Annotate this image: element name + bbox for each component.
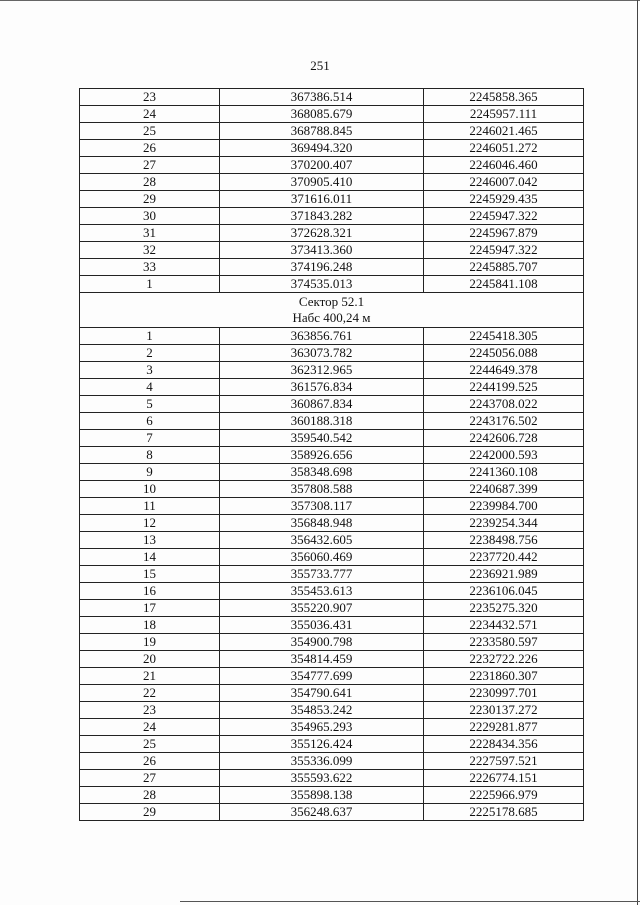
- y-coordinate-cell: 2242606.728: [424, 430, 584, 447]
- point-number-cell: 3: [80, 362, 220, 379]
- point-number-cell: 7: [80, 430, 220, 447]
- point-number-cell: 27: [80, 157, 220, 174]
- table-row: [80, 208, 584, 225]
- y-coordinate-cell: 2238498.756: [424, 532, 584, 549]
- table-row: [80, 396, 584, 413]
- y-coordinate-cell: 2236106.045: [424, 583, 584, 600]
- x-coordinate-cell: 355733.777: [220, 566, 424, 583]
- point-number-cell: 29: [80, 804, 220, 821]
- y-coordinate-cell: 2242000.593: [424, 447, 584, 464]
- y-coordinate-cell: 2246007.042: [424, 174, 584, 191]
- x-coordinate-cell: 354777.699: [220, 668, 424, 685]
- y-coordinate-cell: 2231860.307: [424, 668, 584, 685]
- x-coordinate-cell: 368788.845: [220, 123, 424, 140]
- table-row: [80, 191, 584, 208]
- point-number-cell: 20: [80, 651, 220, 668]
- y-coordinate-cell: 2226774.151: [424, 770, 584, 787]
- x-coordinate-cell: 356248.637: [220, 804, 424, 821]
- point-number-cell: 23: [80, 702, 220, 719]
- table-row: [80, 447, 584, 464]
- x-coordinate-cell: 357808.588: [220, 481, 424, 498]
- point-number-cell: 4: [80, 379, 220, 396]
- x-coordinate-cell: 360867.834: [220, 396, 424, 413]
- page-number: 251: [310, 58, 330, 73]
- table-row: [80, 413, 584, 430]
- scan-edge-right: [637, 0, 638, 905]
- point-number-cell: 31: [80, 225, 220, 242]
- x-coordinate-cell: 355220.907: [220, 600, 424, 617]
- table-row: [80, 668, 584, 685]
- point-number-cell: 16: [80, 583, 220, 600]
- y-coordinate-cell: 2230997.701: [424, 685, 584, 702]
- point-number-cell: 8: [80, 447, 220, 464]
- table-row: [80, 362, 584, 379]
- point-number-cell: 27: [80, 770, 220, 787]
- table-row: [80, 123, 584, 140]
- y-coordinate-cell: 2235275.320: [424, 600, 584, 617]
- y-coordinate-cell: 2230137.272: [424, 702, 584, 719]
- point-number-cell: 18: [80, 617, 220, 634]
- y-coordinate-cell: 2227597.521: [424, 753, 584, 770]
- x-coordinate-cell: 371843.282: [220, 208, 424, 225]
- table-row: [80, 328, 584, 345]
- scan-edge-top: [0, 0, 640, 1]
- x-coordinate-cell: 372628.321: [220, 225, 424, 242]
- table-row: [80, 259, 584, 276]
- table-row: [80, 787, 584, 804]
- y-coordinate-cell: 2245947.322: [424, 208, 584, 225]
- y-coordinate-cell: 2225966.979: [424, 787, 584, 804]
- x-coordinate-cell: 362312.965: [220, 362, 424, 379]
- point-number-cell: 24: [80, 719, 220, 736]
- y-coordinate-cell: 2245885.707: [424, 259, 584, 276]
- y-coordinate-cell: 2241360.108: [424, 464, 584, 481]
- table-row: [80, 566, 584, 583]
- y-coordinate-cell: 2244649.378: [424, 362, 584, 379]
- table-row: [80, 276, 584, 293]
- point-number-cell: 2: [80, 345, 220, 362]
- point-number-cell: 26: [80, 753, 220, 770]
- table-row: [80, 464, 584, 481]
- table-row: [80, 600, 584, 617]
- x-coordinate-cell: 356432.605: [220, 532, 424, 549]
- y-coordinate-cell: 2239254.344: [424, 515, 584, 532]
- y-coordinate-cell: 2236921.989: [424, 566, 584, 583]
- y-coordinate-cell: 2232722.226: [424, 651, 584, 668]
- table-row: [80, 225, 584, 242]
- x-coordinate-cell: 355336.099: [220, 753, 424, 770]
- x-coordinate-cell: 370905.410: [220, 174, 424, 191]
- point-number-cell: 1: [80, 276, 220, 293]
- y-coordinate-cell: 2245929.435: [424, 191, 584, 208]
- scan-edge-bottom: [180, 901, 640, 902]
- y-coordinate-cell: 2245858.365: [424, 89, 584, 106]
- point-number-cell: 15: [80, 566, 220, 583]
- sector-block: [80, 293, 584, 328]
- x-coordinate-cell: 370200.407: [220, 157, 424, 174]
- point-number-cell: 1: [80, 328, 220, 345]
- y-coordinate-cell: 2245418.305: [424, 328, 584, 345]
- point-number-cell: 21: [80, 668, 220, 685]
- x-coordinate-cell: 355593.622: [220, 770, 424, 787]
- table-row: [80, 549, 584, 566]
- x-coordinate-cell: 357308.117: [220, 498, 424, 515]
- x-coordinate-cell: 363856.761: [220, 328, 424, 345]
- y-coordinate-cell: 2245056.088: [424, 345, 584, 362]
- table-row: [80, 481, 584, 498]
- table-row: [80, 719, 584, 736]
- point-number-cell: 11: [80, 498, 220, 515]
- x-coordinate-cell: 359540.542: [220, 430, 424, 447]
- y-coordinate-cell: 2246021.465: [424, 123, 584, 140]
- y-coordinate-cell: 2243708.022: [424, 396, 584, 413]
- sector-row: [80, 293, 584, 328]
- table-row: [80, 634, 584, 651]
- y-coordinate-cell: 2246046.460: [424, 157, 584, 174]
- x-coordinate-cell: 355036.431: [220, 617, 424, 634]
- point-number-cell: 6: [80, 413, 220, 430]
- table-row: [80, 702, 584, 719]
- table-row: [80, 345, 584, 362]
- point-number-cell: 28: [80, 787, 220, 804]
- point-number-cell: 33: [80, 259, 220, 276]
- y-coordinate-cell: 2229281.877: [424, 719, 584, 736]
- sector-title: Сектор 52.1: [298, 294, 365, 309]
- point-number-cell: 5: [80, 396, 220, 413]
- point-number-cell: 25: [80, 123, 220, 140]
- table-row: [80, 379, 584, 396]
- y-coordinate-cell: 2246051.272: [424, 140, 584, 157]
- point-number-cell: 17: [80, 600, 220, 617]
- sector-header-cell: [80, 293, 584, 328]
- x-coordinate-cell: 355126.424: [220, 736, 424, 753]
- point-number-cell: 30: [80, 208, 220, 225]
- table-body-before: [80, 89, 584, 293]
- point-number-cell: 12: [80, 515, 220, 532]
- x-coordinate-cell: 368085.679: [220, 106, 424, 123]
- y-coordinate-cell: 2243176.502: [424, 413, 584, 430]
- x-coordinate-cell: 371616.011: [220, 191, 424, 208]
- point-number-cell: 28: [80, 174, 220, 191]
- table-row: [80, 617, 584, 634]
- x-coordinate-cell: 355898.138: [220, 787, 424, 804]
- y-coordinate-cell: 2239984.700: [424, 498, 584, 515]
- point-number-cell: 19: [80, 634, 220, 651]
- point-number-cell: 29: [80, 191, 220, 208]
- point-number-cell: 23: [80, 89, 220, 106]
- table-row: [80, 736, 584, 753]
- x-coordinate-cell: 354790.641: [220, 685, 424, 702]
- x-coordinate-cell: 373413.360: [220, 242, 424, 259]
- table-row: [80, 89, 584, 106]
- x-coordinate-cell: 354814.459: [220, 651, 424, 668]
- table-row: [80, 140, 584, 157]
- table-row: [80, 106, 584, 123]
- table-body-after: [80, 328, 584, 821]
- sector-subtitle: Набс 400,24 м: [292, 310, 371, 325]
- table-row: [80, 532, 584, 549]
- point-number-cell: 25: [80, 736, 220, 753]
- point-number-cell: 22: [80, 685, 220, 702]
- table-row: [80, 174, 584, 191]
- point-number-cell: 32: [80, 242, 220, 259]
- table-row: [80, 498, 584, 515]
- y-coordinate-cell: 2244199.525: [424, 379, 584, 396]
- y-coordinate-cell: 2245841.108: [424, 276, 584, 293]
- table-row: [80, 242, 584, 259]
- x-coordinate-cell: 355453.613: [220, 583, 424, 600]
- coordinates-table: [79, 88, 584, 821]
- y-coordinate-cell: 2233580.597: [424, 634, 584, 651]
- table-row: [80, 430, 584, 447]
- x-coordinate-cell: 374535.013: [220, 276, 424, 293]
- x-coordinate-cell: 374196.248: [220, 259, 424, 276]
- table-row: [80, 651, 584, 668]
- x-coordinate-cell: 363073.782: [220, 345, 424, 362]
- y-coordinate-cell: 2245947.322: [424, 242, 584, 259]
- y-coordinate-cell: 2234432.571: [424, 617, 584, 634]
- point-number-cell: 26: [80, 140, 220, 157]
- y-coordinate-cell: 2240687.399: [424, 481, 584, 498]
- point-number-cell: 10: [80, 481, 220, 498]
- point-number-cell: 14: [80, 549, 220, 566]
- table-row: [80, 685, 584, 702]
- table-row: [80, 583, 584, 600]
- x-coordinate-cell: 360188.318: [220, 413, 424, 430]
- point-number-cell: 9: [80, 464, 220, 481]
- y-coordinate-cell: 2228434.356: [424, 736, 584, 753]
- y-coordinate-cell: 2245957.111: [424, 106, 584, 123]
- table-row: [80, 157, 584, 174]
- table-row: [80, 515, 584, 532]
- x-coordinate-cell: 358926.656: [220, 447, 424, 464]
- point-number-cell: 24: [80, 106, 220, 123]
- x-coordinate-cell: 369494.320: [220, 140, 424, 157]
- x-coordinate-cell: 361576.834: [220, 379, 424, 396]
- table-row: [80, 770, 584, 787]
- table-row: [80, 804, 584, 821]
- x-coordinate-cell: 358348.698: [220, 464, 424, 481]
- x-coordinate-cell: 354900.798: [220, 634, 424, 651]
- x-coordinate-cell: 354853.242: [220, 702, 424, 719]
- x-coordinate-cell: 354965.293: [220, 719, 424, 736]
- x-coordinate-cell: 367386.514: [220, 89, 424, 106]
- y-coordinate-cell: 2237720.442: [424, 549, 584, 566]
- y-coordinate-cell: 2225178.685: [424, 804, 584, 821]
- point-number-cell: 13: [80, 532, 220, 549]
- x-coordinate-cell: 356848.948: [220, 515, 424, 532]
- table-row: [80, 753, 584, 770]
- y-coordinate-cell: 2245967.879: [424, 225, 584, 242]
- x-coordinate-cell: 356060.469: [220, 549, 424, 566]
